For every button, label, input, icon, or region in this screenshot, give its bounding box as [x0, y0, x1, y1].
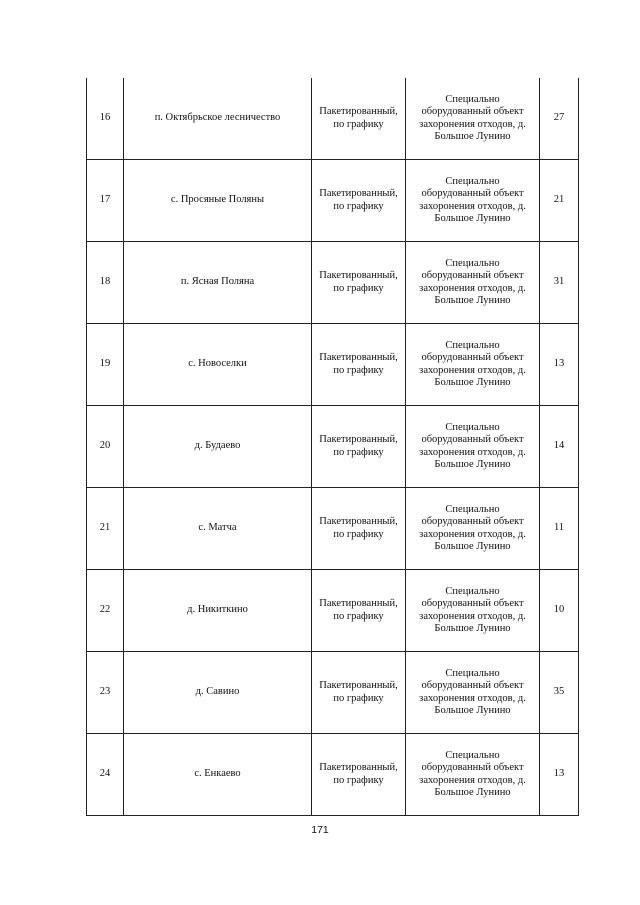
collection-method-cell [312, 242, 406, 324]
table-row [87, 570, 579, 652]
disposal-site-line: оборудованный объект [421, 270, 524, 281]
count-cell: 35 [540, 652, 579, 734]
disposal-site-line: Большое Лунино [434, 787, 511, 798]
collection-method-line: по графику [333, 774, 384, 786]
disposal-site-line: оборудованный объект [421, 516, 524, 527]
table-body [87, 78, 579, 816]
collection-method-line: по графику [333, 282, 384, 294]
collection-method-cell [312, 570, 406, 652]
disposal-site-line: захоронения отходов, д. [419, 774, 526, 786]
settlement-cell: д. Савино [124, 652, 312, 734]
collection-method-cell [312, 652, 406, 734]
count-cell: 27 [540, 78, 579, 160]
disposal-site-line: Специально [445, 339, 500, 351]
settlement-cell: п. Октябрьское лесничество [124, 78, 312, 160]
disposal-site-line: захоронения отходов, д. [419, 200, 526, 212]
disposal-site-cell [406, 406, 540, 488]
collection-method-line: Пакетированный, [319, 680, 398, 691]
row-number-cell: 23 [87, 652, 124, 734]
disposal-site-line: Большое Лунино [434, 541, 511, 552]
row-number-cell: 20 [87, 406, 124, 488]
collection-method-cell [312, 488, 406, 570]
disposal-site-line: Большое Лунино [434, 377, 511, 388]
settlement-cell: д. Будаево [124, 406, 312, 488]
settlement-cell: п. Ясная Поляна [124, 242, 312, 324]
count-cell: 14 [540, 406, 579, 488]
count-cell: 13 [540, 324, 579, 406]
settlement-cell: д. Никиткино [124, 570, 312, 652]
table-row [87, 406, 579, 488]
collection-method-line: Пакетированный, [319, 434, 398, 445]
disposal-site-cell [406, 160, 540, 242]
table-row [87, 242, 579, 324]
disposal-site-line: захоронения отходов, д. [419, 282, 526, 294]
disposal-site-line: Большое Лунино [434, 459, 511, 470]
collection-method-line: Пакетированный, [319, 762, 398, 773]
disposal-site-line: захоронения отходов, д. [419, 364, 526, 376]
count-cell: 31 [540, 242, 579, 324]
row-number-cell: 16 [87, 78, 124, 160]
disposal-site-line: Специально [445, 667, 500, 679]
disposal-site-line: захоронения отходов, д. [419, 610, 526, 622]
settlement-cell: с. Новоселки [124, 324, 312, 406]
row-number-cell: 17 [87, 160, 124, 242]
collection-method-line: Пакетированный, [319, 188, 398, 199]
disposal-site-line: оборудованный объект [421, 680, 524, 691]
disposal-site-line: оборудованный объект [421, 762, 524, 773]
disposal-site-line: захоронения отходов, д. [419, 692, 526, 704]
disposal-site-line: Специально [445, 257, 500, 269]
disposal-site-line: оборудованный объект [421, 188, 524, 199]
count-cell: 13 [540, 734, 579, 816]
disposal-site-line: Специально [445, 503, 500, 515]
table-row [87, 652, 579, 734]
disposal-site-cell [406, 324, 540, 406]
row-number-cell: 21 [87, 488, 124, 570]
collection-method-cell [312, 324, 406, 406]
collection-method-line: по графику [333, 118, 384, 130]
collection-method-line: по графику [333, 446, 384, 458]
disposal-site-line: Большое Лунино [434, 131, 511, 142]
disposal-site-line: Специально [445, 93, 500, 105]
disposal-site-line: оборудованный объект [421, 434, 524, 445]
waste-collection-table [86, 78, 579, 816]
table-row [87, 734, 579, 816]
table-row [87, 160, 579, 242]
table-row [87, 488, 579, 570]
disposal-site-line: Специально [445, 585, 500, 597]
disposal-site-line: Специально [445, 749, 500, 761]
row-number-cell: 19 [87, 324, 124, 406]
settlement-cell: с. Просяные Поляны [124, 160, 312, 242]
disposal-site-line: захоронения отходов, д. [419, 528, 526, 540]
disposal-site-line: Большое Лунино [434, 623, 511, 634]
collection-method-cell [312, 78, 406, 160]
collection-method-line: по графику [333, 528, 384, 540]
settlement-cell: с. Матча [124, 488, 312, 570]
disposal-site-line: оборудованный объект [421, 352, 524, 363]
row-number-cell: 18 [87, 242, 124, 324]
collection-method-cell [312, 160, 406, 242]
collection-method-line: Пакетированный, [319, 598, 398, 609]
collection-method-line: по графику [333, 610, 384, 622]
collection-method-line: по графику [333, 364, 384, 376]
count-cell: 21 [540, 160, 579, 242]
disposal-site-line: оборудованный объект [421, 598, 524, 609]
disposal-site-line: оборудованный объект [421, 106, 524, 117]
disposal-site-line: Специально [445, 175, 500, 187]
disposal-site-cell [406, 242, 540, 324]
collection-method-cell [312, 734, 406, 816]
disposal-site-line: захоронения отходов, д. [419, 118, 526, 130]
row-number-cell: 22 [87, 570, 124, 652]
disposal-site-cell [406, 570, 540, 652]
row-number-cell: 24 [87, 734, 124, 816]
table-row [87, 324, 579, 406]
disposal-site-line: Большое Лунино [434, 705, 511, 716]
settlement-cell: с. Енкаево [124, 734, 312, 816]
disposal-site-cell [406, 652, 540, 734]
disposal-site-line: Большое Лунино [434, 295, 511, 306]
disposal-site-cell [406, 734, 540, 816]
disposal-site-line: Большое Лунино [434, 213, 511, 224]
page-number: 171 [311, 824, 329, 836]
collection-method-line: Пакетированный, [319, 352, 398, 363]
disposal-site-line: Специально [445, 421, 500, 433]
count-cell: 10 [540, 570, 579, 652]
table-row [87, 78, 579, 160]
collection-method-line: Пакетированный, [319, 106, 398, 117]
disposal-site-line: захоронения отходов, д. [419, 446, 526, 458]
count-cell: 11 [540, 488, 579, 570]
collection-method-line: Пакетированный, [319, 270, 398, 281]
collection-method-line: по графику [333, 692, 384, 704]
collection-method-line: по графику [333, 200, 384, 212]
collection-method-cell [312, 406, 406, 488]
disposal-site-cell [406, 78, 540, 160]
disposal-site-cell [406, 488, 540, 570]
collection-method-line: Пакетированный, [319, 516, 398, 527]
